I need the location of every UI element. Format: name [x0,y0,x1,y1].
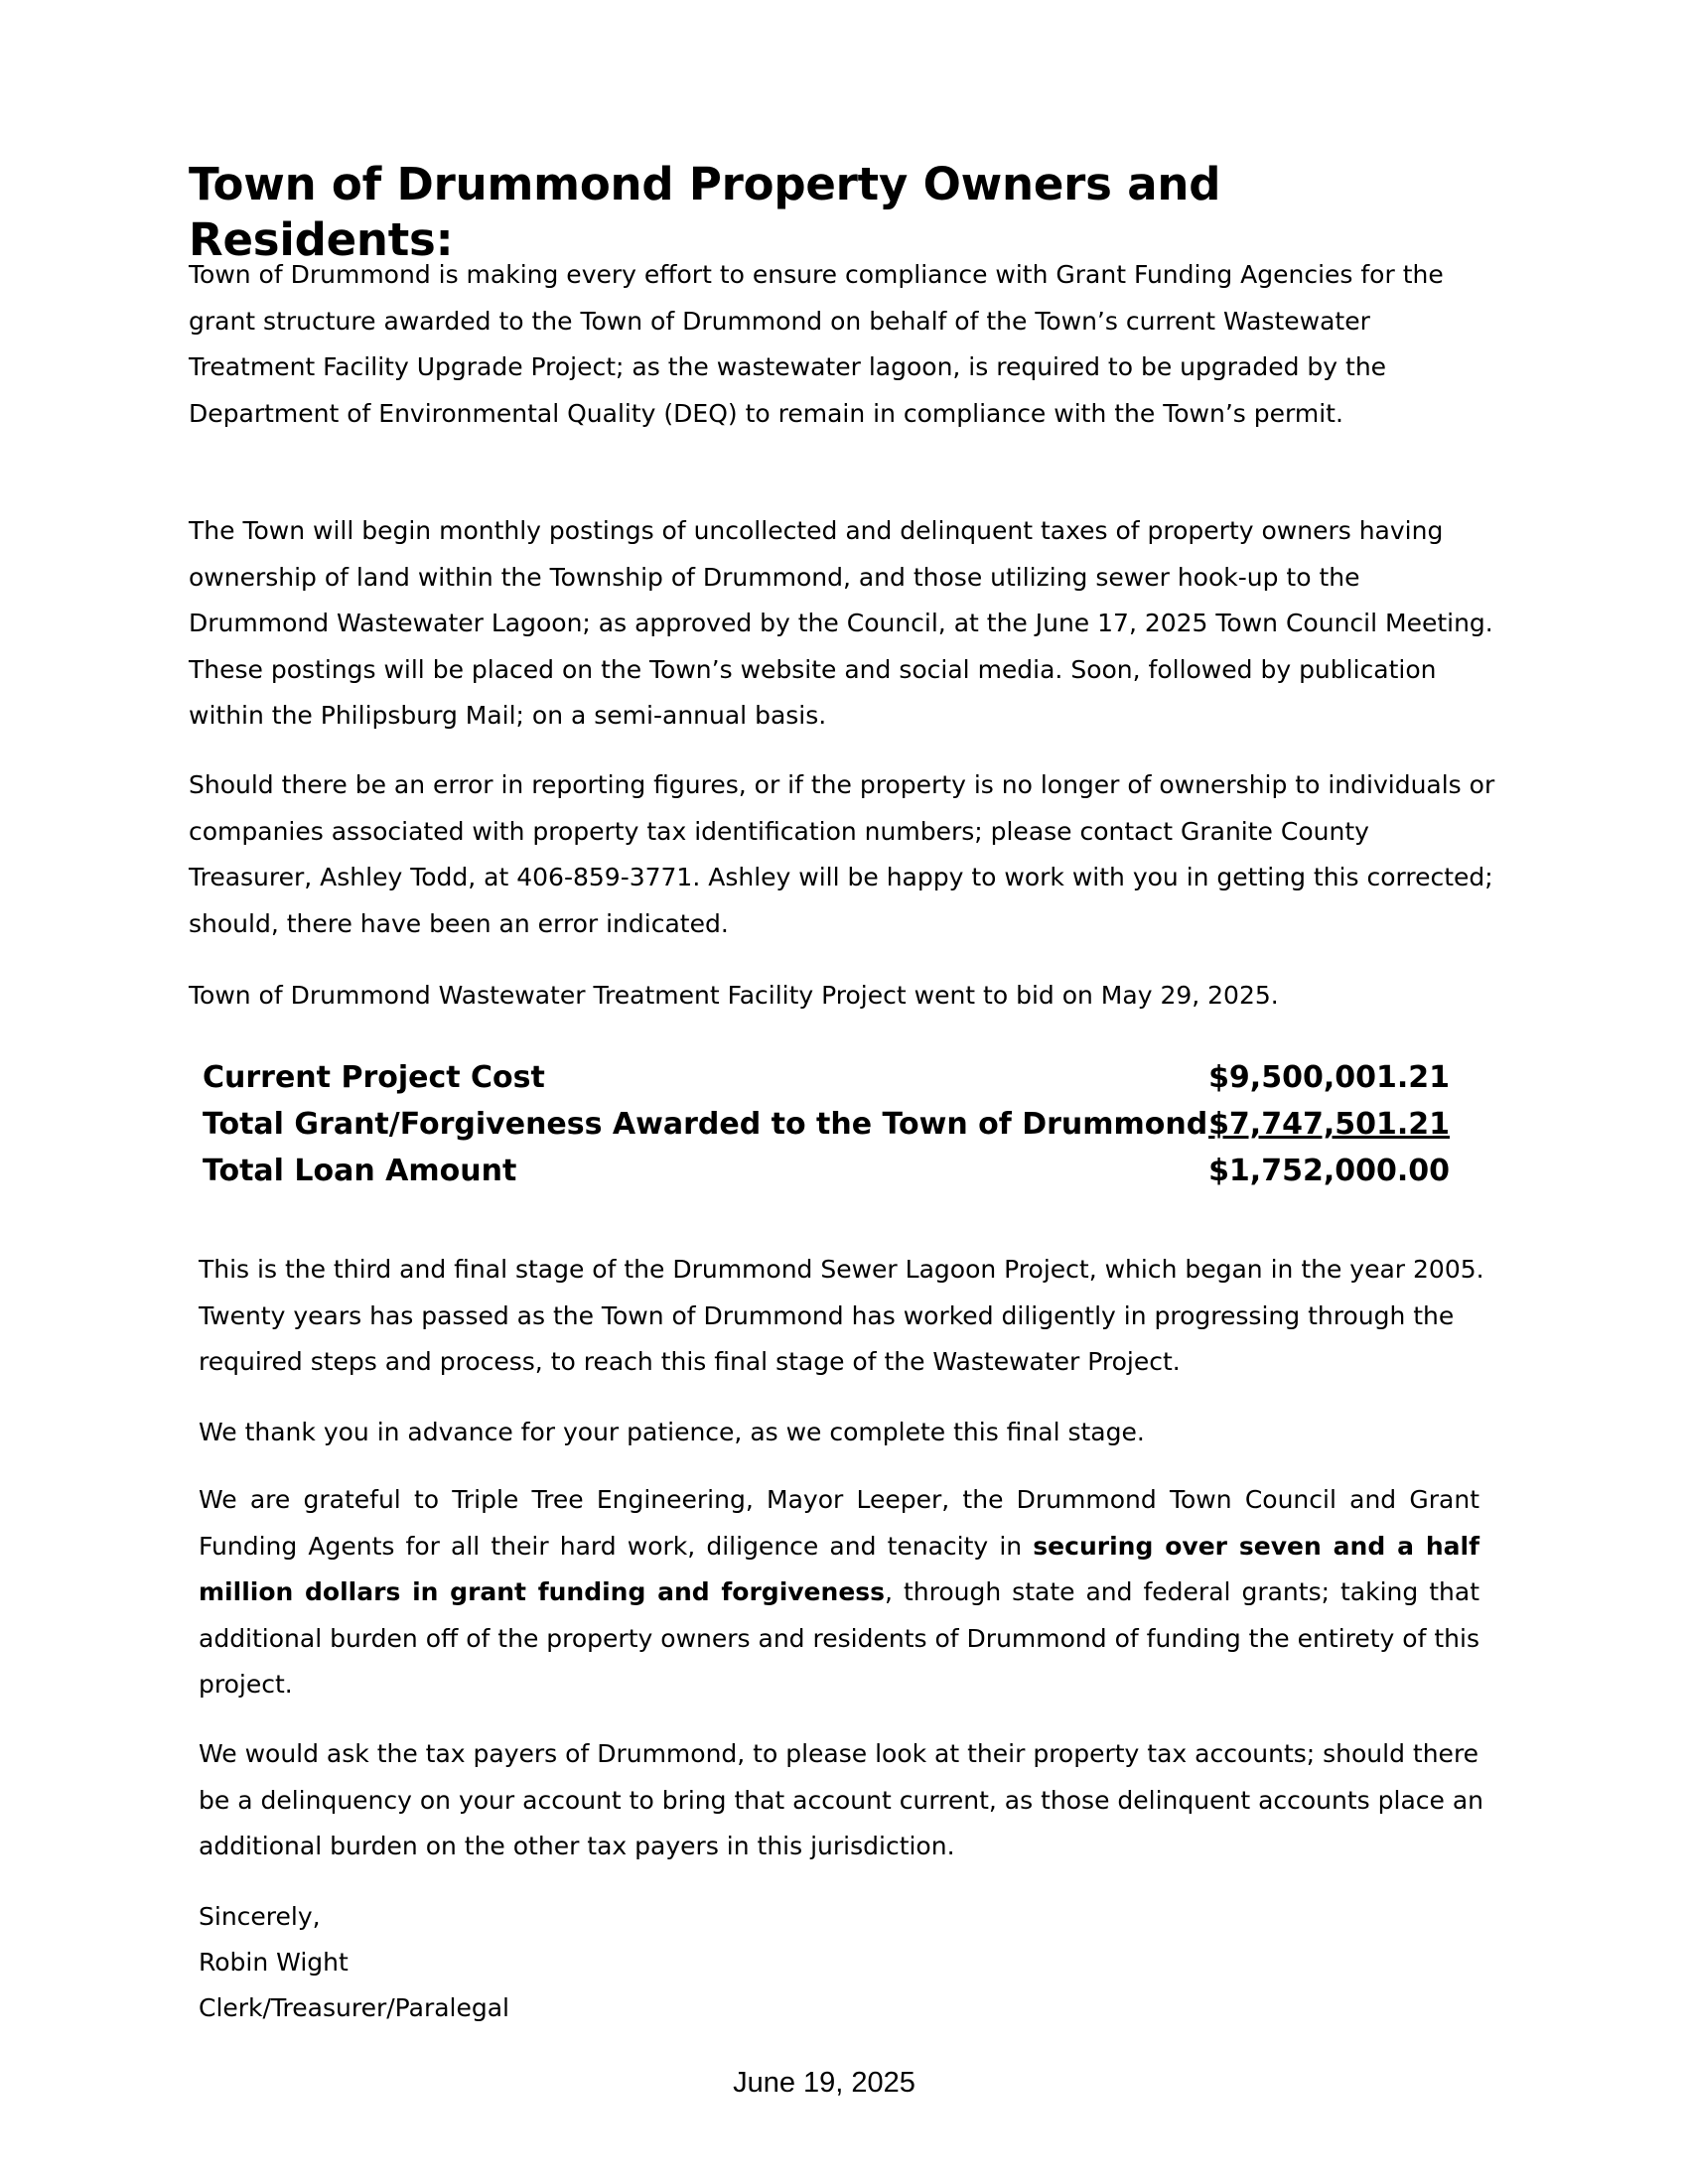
project-cost-summary [203,1054,1450,1194]
cost-amount: $9,500,001.21 [1208,1060,1450,1095]
cost-label: Current Project Cost [203,1060,545,1095]
cost-amount: $1,752,000.00 [1208,1154,1450,1188]
signer-name: Robin Wight [199,1948,349,1977]
cost-label: Total Loan Amount [203,1154,517,1188]
gratitude-text-end: , through state and federal grants; taking that additional burden off of the property owners and residents of Drummond of funding the entirety of this project. [199,1577,1480,1699]
paragraph-bid-date: Town of Drummond Wastewater Treatment Facility Project went to bid on May 29, 2025. [189,981,1279,1010]
paragraph-postings: The Town will begin monthly postings of uncollected and delinquent taxes of property owners having ownership of land within the Township of Drummond, and those utilizing sewer hook-up to the Drummond Wastewater Lagoon; as approved by the Council, at the June 17, 2025 Town Council Meeting. These postings will be placed on the Town’s website and social media. Soon, followed by publication within the Philipsburg Mail; on a semi-annual basis. [189,516,1493,730]
cost-row-loan [203,1148,1450,1194]
signature-block [199,1894,509,2031]
closing: Sincerely, [199,1902,321,1931]
letter-date: June 19, 2025 [733,2067,915,2099]
cost-row-current-project [203,1054,1450,1101]
paragraph-compliance: Town of Drummond is making every effort to ensure compliance with Grant Funding Agencies for the grant structure awarded to the Town of Drummond on behalf of the Town’s current Wastewater Treatment Facility Upgrade Project; as the wastewater lagoon, is required to be upgraded by the Department of Environmental Quality (DEQ) to remain in compliance with the Town’s permit. [189,260,1444,428]
paragraph-errors-contact: Should there be an error in reporting figures, or if the property is no longer of ownership to individuals or companies associated with property tax identification numbers; please contact Granite County Treasurer, Ashley Todd, at 406-859-3771. Ashley will be happy to work with you in getting this corrected; should, there have been an error indicated. [189,770,1495,938]
paragraph-thanks: We thank you in advance for your patience, as we complete this final stage. [199,1418,1145,1446]
gratitude-text-start: We are grateful to Triple Tree Engineering, Mayor Leeper, the Drummond Town Council and Grant Funding Agents for all their hard work, diligence and tenacity in [199,1485,1479,1561]
gratitude-text-bold: securing over seven and a half million dollars in grant funding and forgiveness [199,1531,1479,1606]
cost-amount: $7,747,501.21 [1208,1107,1450,1142]
paragraph-tax-request: We would ask the tax payers of Drummond, to please look at their property tax accounts; should there be a delinquency on your account to bring that account current, as those delinquent accounts place an additional burden on the other tax payers in this jurisdiction. [199,1739,1484,1860]
cost-label: Total Grant/Forgiveness Awarded to the Town of Drummond [203,1107,1208,1142]
paragraph-gratitude [199,1477,1479,1708]
page-title: Town of Drummond Property Owners and Residents: [189,158,1221,266]
signer-role: Clerk/Treasurer/Paralegal [199,1993,510,2022]
cost-row-grant-forgiveness [203,1101,1450,1148]
paragraph-final-stage: This is the third and final stage of the Drummond Sewer Lagoon Project, which began in the year 2005. Twenty years has passed as the Town of Drummond has worked diligently in progressing through the required steps and process, to reach this final stage of the Wastewater Project. [199,1255,1484,1376]
